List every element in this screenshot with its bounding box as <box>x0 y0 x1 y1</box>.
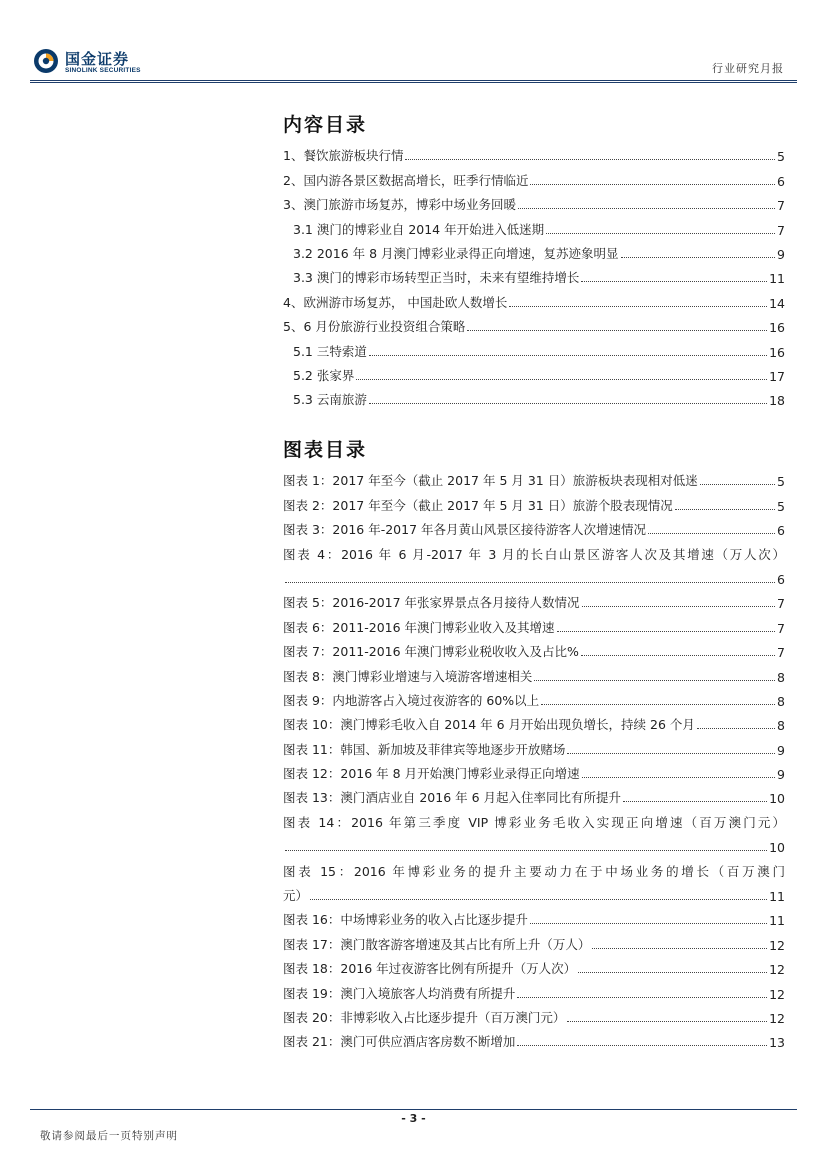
toc-entry[interactable] <box>283 489 785 513</box>
dot-leader <box>518 208 775 209</box>
toc-entry-page: 7 <box>777 645 785 661</box>
toc-entry-page: 11 <box>769 889 785 905</box>
toc-entry-label: 图表 3：2016 年-2017 年各月黄山风景区接待游客人次增速情况 <box>283 522 647 538</box>
dot-leader <box>648 533 775 534</box>
dot-leader <box>582 606 776 607</box>
toc-entry[interactable] <box>283 660 785 684</box>
toc-entry-page: 16 <box>769 320 785 336</box>
toc-entry[interactable] <box>283 311 785 335</box>
toc-entry[interactable] <box>283 855 785 879</box>
company-logo <box>33 46 173 80</box>
toc-entry-page: 7 <box>777 222 785 238</box>
toc-entry[interactable] <box>283 262 785 286</box>
toc-entry-page: 12 <box>769 937 785 953</box>
toc-entry[interactable] <box>283 636 785 660</box>
toc-entry-page: 7 <box>777 198 785 214</box>
dot-leader <box>356 379 767 380</box>
dot-leader <box>509 306 767 307</box>
toc-entry[interactable] <box>283 611 785 635</box>
toc-entry[interactable] <box>283 384 785 408</box>
toc-entry-page: 8 <box>777 718 785 734</box>
contents-list <box>283 140 785 408</box>
toc-entry-label: 图表 19：澳门入境旅客人均消费有所提升 <box>283 985 516 1001</box>
header-divider <box>30 82 797 83</box>
footer-divider <box>30 1109 797 1110</box>
toc-entry-label: 3、澳门旅游市场复苏，博彩中场业务回暖 <box>283 197 516 213</box>
toc-entry-continuation[interactable] <box>283 831 785 855</box>
toc-entry[interactable] <box>283 140 785 164</box>
toc-entry-page: 8 <box>777 669 785 685</box>
toc-entry-label: 图表 4：2016 年 6 月-2017 年 3 月的长白山景区游客人次及其增速（万人次） <box>283 546 785 562</box>
toc-entry-label: 图表 14：2016 年第三季度 VIP 博彩业务毛收入实现正向增速（百万澳门元） <box>283 814 785 830</box>
toc-entry[interactable] <box>283 709 785 733</box>
toc-entry[interactable] <box>283 806 785 830</box>
figures-title: 图表目录 <box>283 439 368 461</box>
report-type: 行业研究月报 <box>712 62 784 75</box>
toc-entry[interactable] <box>283 514 785 538</box>
toc-entry-label: 图表 11：韩国、新加坡及菲律宾等地逐步开放赌场 <box>283 741 566 757</box>
toc-entry-page: 10 <box>769 840 785 856</box>
toc-entry-page: 9 <box>777 742 785 758</box>
toc-entry[interactable] <box>283 286 785 310</box>
toc-entry-page: 5 <box>777 149 785 165</box>
toc-entry[interactable] <box>283 685 785 709</box>
toc-entry-page: 14 <box>769 295 785 311</box>
dot-leader <box>557 631 776 632</box>
toc-entry-label: 图表 8：澳门博彩业增速与入境游客增速相关 <box>283 668 533 684</box>
toc-entry-continuation[interactable] <box>283 563 785 587</box>
figures-list <box>283 465 785 1050</box>
toc-entry-label: 图表 6：2011-2016 年澳门博彩业收入及其增速 <box>283 619 555 635</box>
toc-entry[interactable] <box>283 360 785 384</box>
logo-english-name: SINOLINK SECURITIES <box>65 67 141 74</box>
dot-leader <box>405 159 775 160</box>
dot-leader <box>517 1045 767 1046</box>
dot-leader <box>530 184 775 185</box>
toc-entry-label: 3.1 澳门的博彩业自 2014 年开始进入低迷期 <box>293 221 545 237</box>
toc-entry-page: 12 <box>769 986 785 1002</box>
toc-entry-page: 13 <box>769 1035 785 1051</box>
toc-entry[interactable] <box>283 465 785 489</box>
toc-entry-label: 图表 10：澳门博彩毛收入自 2014 年 6 月开始出现负增长，持续 26 个月 <box>283 717 695 733</box>
toc-entry-label: 图表 16：中场博彩业务的收入占比逐步提升 <box>283 912 528 928</box>
page-header <box>0 0 827 85</box>
toc-entry[interactable] <box>283 733 785 757</box>
toc-entry[interactable] <box>283 1026 785 1050</box>
toc-entry[interactable] <box>283 164 785 188</box>
toc-entry-page: 7 <box>777 620 785 636</box>
toc-entry-label: 图表 21：澳门可供应酒店客房数不断增加 <box>283 1034 516 1050</box>
toc-entry-label: 4、欧洲游市场复苏， 中国赴欧人数增长 <box>283 294 508 310</box>
toc-entry-label: 2、国内游各景区数据高增长，旺季行情临近 <box>283 172 529 188</box>
toc-entry-label: 图表 18：2016 年过夜游客比例有所提升（万人次） <box>283 961 577 977</box>
toc-entry[interactable] <box>283 953 785 977</box>
toc-entry[interactable] <box>283 977 785 1001</box>
toc-entry-label: 5.1 三特索道 <box>293 343 367 359</box>
toc-entry-label: 5、6 月份旅游行业投资组合策略 <box>283 319 466 335</box>
dot-leader <box>369 355 767 356</box>
toc-entry[interactable] <box>283 1002 785 1026</box>
toc-entry-label: 图表 17：澳门散客游客增速及其占比有所上升（万人） <box>283 936 591 952</box>
toc-entry-label: 图表 7：2011-2016 年澳门博彩业税收收入及占比% <box>283 644 579 660</box>
toc-entry-label: 图表 12：2016 年 8 月开始澳门博彩业录得正向增速 <box>283 766 580 782</box>
dot-leader <box>310 899 767 900</box>
toc-entry[interactable] <box>283 758 785 782</box>
toc-entry-label: 图表 5：2016-2017 年张家界景点各月接待人数情况 <box>283 595 580 611</box>
toc-entry-page: 9 <box>777 767 785 783</box>
dot-leader <box>578 972 767 973</box>
dot-leader <box>285 850 767 851</box>
toc-entry-page: 9 <box>777 246 785 262</box>
toc-entry-page: 5 <box>777 474 785 490</box>
toc-entry[interactable] <box>283 538 785 562</box>
dot-leader <box>623 801 767 802</box>
toc-entry-label: 图表 2：2017 年至今（截止 2017 年 5 月 31 日）旅游个股表现情况 <box>283 497 673 513</box>
header-divider <box>30 80 797 81</box>
toc-entry-label: 图表 13：澳门酒店业自 2016 年 6 月起入住率同比有所提升 <box>283 790 622 806</box>
dot-leader <box>285 582 775 583</box>
toc-entry-label: 图表 9：内地游客占入境过夜游客的 60%以上 <box>283 692 540 708</box>
toc-entry-page: 10 <box>769 791 785 807</box>
toc-entry-page: 6 <box>777 523 785 539</box>
dot-leader <box>467 330 767 331</box>
dot-leader <box>675 509 775 510</box>
toc-entry-page: 7 <box>777 596 785 612</box>
dot-leader <box>581 655 775 656</box>
toc-entry-label: 1、餐饮旅游板块行情 <box>283 148 404 164</box>
toc-entry-label: 5.3 云南旅游 <box>293 392 367 408</box>
toc-entry[interactable] <box>283 587 785 611</box>
dot-leader <box>700 484 775 485</box>
dot-leader <box>581 281 767 282</box>
dot-leader <box>582 777 775 778</box>
toc-entry-page: 12 <box>769 1010 785 1026</box>
toc-entry-page: 8 <box>777 693 785 709</box>
toc-entry-page: 17 <box>769 368 785 384</box>
toc-entry-label: 5.2 张家界 <box>293 367 355 383</box>
dot-leader <box>369 403 767 404</box>
toc-entry[interactable] <box>283 238 785 262</box>
page-number: - 3 - <box>401 1112 426 1125</box>
dot-leader <box>546 233 775 234</box>
dot-leader <box>567 753 775 754</box>
dot-leader <box>541 704 775 705</box>
toc-entry-page: 12 <box>769 962 785 978</box>
toc-entry-label: 图表 20：非博彩收入占比逐步提升（百万澳门元） <box>283 1009 566 1025</box>
dot-leader <box>567 1021 767 1022</box>
dot-leader <box>530 923 767 924</box>
dot-leader <box>534 680 775 681</box>
toc-entry-continuation[interactable] <box>283 880 785 904</box>
toc-entry-label: 3.3 澳门的博彩市场转型正当时，未来有望维持增长 <box>293 270 580 286</box>
dot-leader <box>517 997 767 998</box>
toc-entry-page: 11 <box>769 913 785 929</box>
dot-leader <box>621 257 776 258</box>
toc-entry[interactable] <box>283 335 785 359</box>
toc-entry[interactable] <box>283 904 785 928</box>
dot-leader <box>592 948 767 949</box>
toc-entry-page: 6 <box>777 571 785 587</box>
dot-leader <box>697 728 775 729</box>
contents-title: 内容目录 <box>283 114 368 136</box>
sinolink-logo-icon <box>33 48 59 74</box>
toc-entry-label: 图表 1：2017 年至今（截止 2017 年 5 月 31 日）旅游板块表现相对低迷 <box>283 473 698 489</box>
toc-entry-page: 16 <box>769 344 785 360</box>
toc-entry[interactable] <box>283 189 785 213</box>
toc-entry[interactable] <box>283 928 785 952</box>
toc-entry[interactable] <box>283 782 785 806</box>
toc-entry-label-continued: 元） <box>283 888 309 904</box>
toc-entry-label: 图表 15：2016 年博彩业务的提升主要动力在于中场业务的增长（百万澳门 <box>283 863 785 879</box>
disclaimer-note: 敬请参阅最后一页特别声明 <box>40 1130 178 1142</box>
toc-entry-page: 18 <box>769 393 785 409</box>
toc-entry-page: 6 <box>777 173 785 189</box>
toc-entry-page: 5 <box>777 498 785 514</box>
toc-entry-page: 11 <box>769 271 785 287</box>
toc-entry[interactable] <box>283 213 785 237</box>
logo-chinese-name: 国金证券 <box>65 50 130 68</box>
toc-entry-label: 3.2 2016 年 8 月澳门博彩业录得正向增速，复苏迹象明显 <box>293 245 619 261</box>
